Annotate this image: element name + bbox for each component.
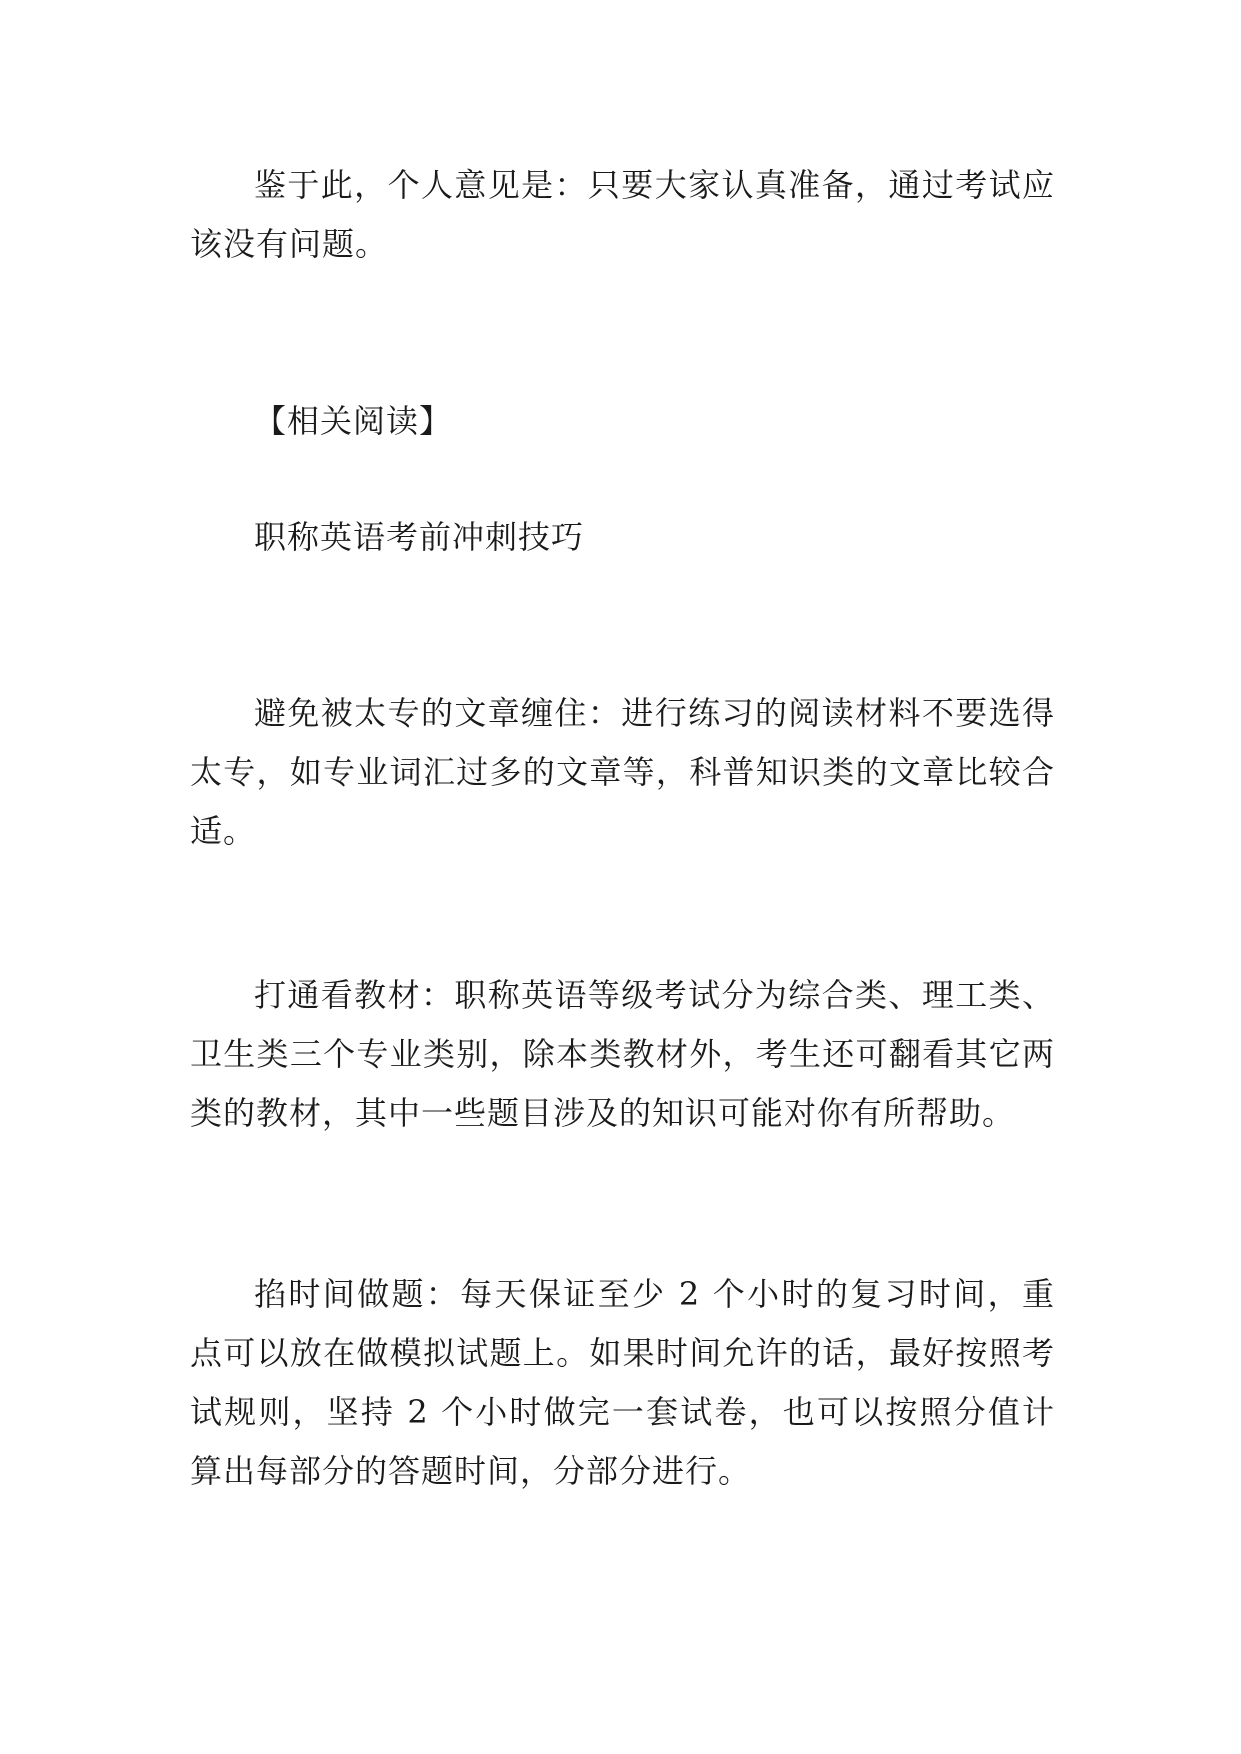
paragraph-tip-timed-practice: 掐时间做题：每天保证至少 2 个小时的复习时间，重点可以放在做模拟试题上。如果时间允许的话，最好按照考试规则，坚持 2 个小时做完一套试卷，也可以按照分值计算出每部分的答题时间，分部分进行。 — [190, 1275, 1055, 1490]
paragraph-tip-textbooks: 打通看教材：职称英语等级考试分为综合类、理工类、卫生类三个专业类别，除本类教材外，考生还可翻看其它两类的教材，其中一些题目涉及的知识可能对你有所帮助。 — [190, 976, 1055, 1132]
article-title: 职称英语考前冲刺技巧 — [254, 518, 585, 556]
related-reading-heading: 【相关阅读】 — [254, 402, 453, 440]
paragraph-conclusion: 鉴于此，个人意见是：只要大家认真准备，通过考试应该没有问题。 — [190, 166, 1055, 263]
paragraph-tip-reading-material: 避免被太专的文章缠住：进行练习的阅读材料不要选得太专，如专业词汇过多的文章等，科普知识类的文章比较合适。 — [190, 694, 1055, 850]
